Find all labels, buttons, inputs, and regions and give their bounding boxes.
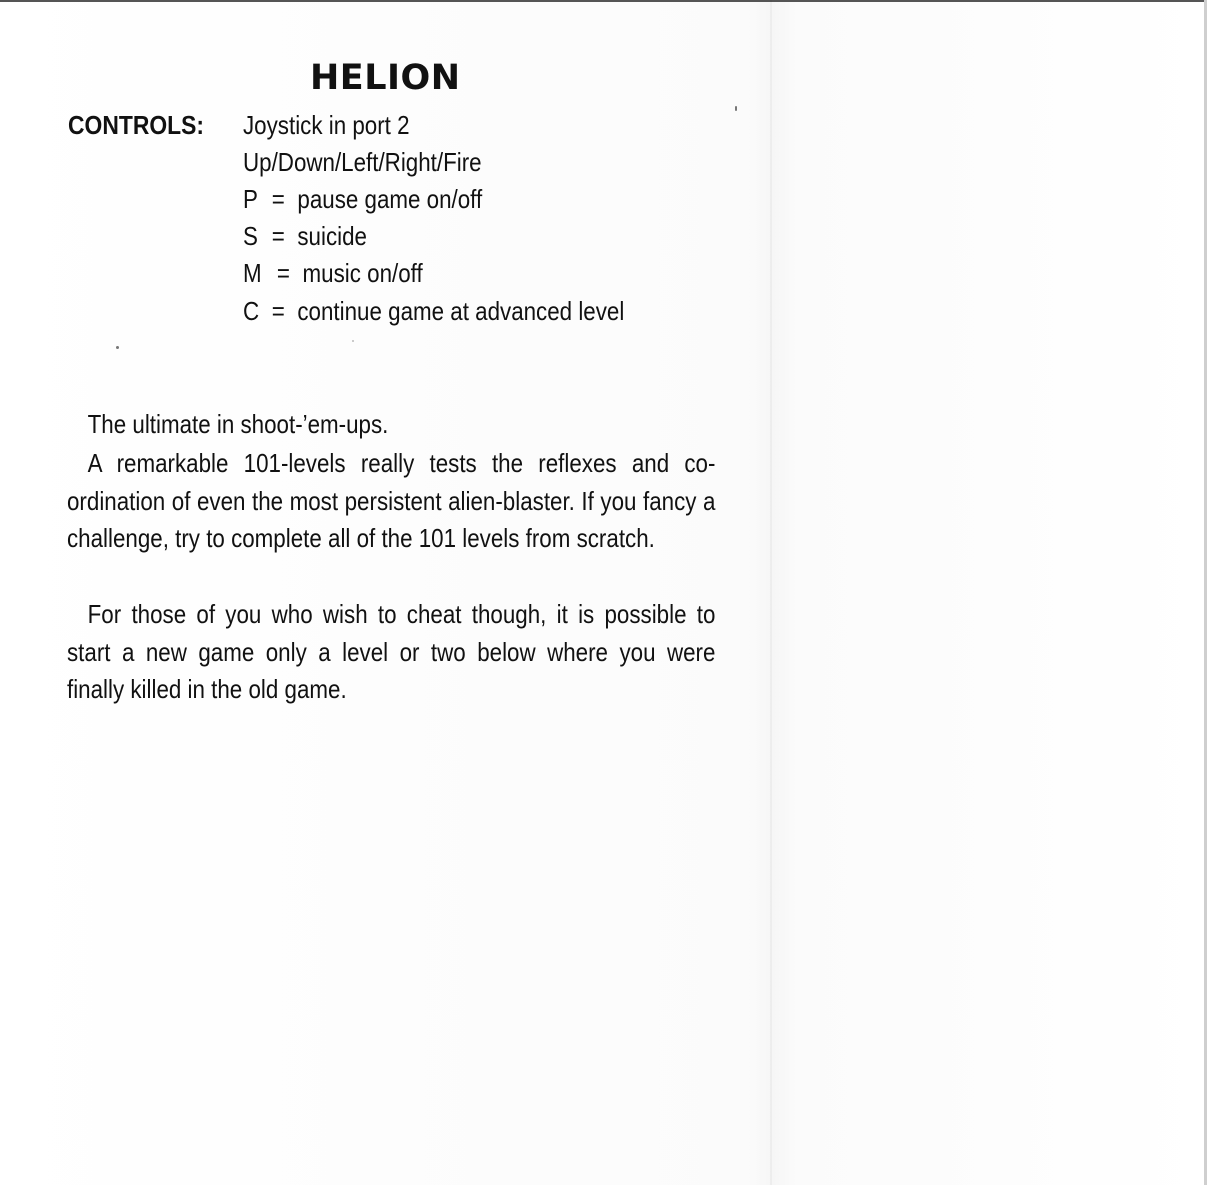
control-key: P (243, 184, 258, 214)
paper-speck (735, 106, 737, 111)
control-key: M (243, 258, 262, 288)
controls-line-pause (243, 184, 482, 215)
page-fold-shadow (770, 0, 772, 1185)
control-equals: = (271, 221, 285, 251)
controls-line-text: Up/Down/Left/Right/Fire (243, 147, 482, 177)
description-levels: A remarkable 101-levels really tests the reflexes and co-ordination of even the most persistent alien-blaster. If you fancy a challenge, try to complete all of the 101 levels from scratch. (67, 448, 716, 553)
control-equals: = (276, 258, 290, 288)
control-equals: = (271, 184, 285, 214)
description-cheat: For those of you who wish to cheat though, it is possible to start a new game only a level or two below where you were finally killed in the old game. (67, 599, 716, 704)
controls-line-suicide (243, 221, 367, 252)
control-action: pause game on/off (297, 184, 483, 214)
control-action: music on/off (302, 258, 423, 288)
controls-line-directions (243, 147, 482, 178)
controls-heading: CONTROLS: (68, 110, 205, 140)
controls-line-joystick (243, 110, 410, 141)
paper-speck (116, 346, 119, 349)
game-title: HELION (310, 58, 461, 98)
page-top-edge (0, 0, 1207, 2)
controls-line-continue (243, 296, 624, 327)
control-action: suicide (297, 221, 367, 251)
control-equals: = (271, 296, 285, 326)
control-key: S (243, 221, 258, 251)
control-action: continue game at advanced level (297, 296, 625, 326)
controls-line-text: Joystick in port 2 (243, 110, 410, 140)
control-key: C (243, 296, 260, 326)
controls-line-music (243, 258, 423, 289)
description-intro: The ultimate in shoot-’em-ups. (87, 409, 389, 439)
paper-speck (352, 340, 354, 342)
